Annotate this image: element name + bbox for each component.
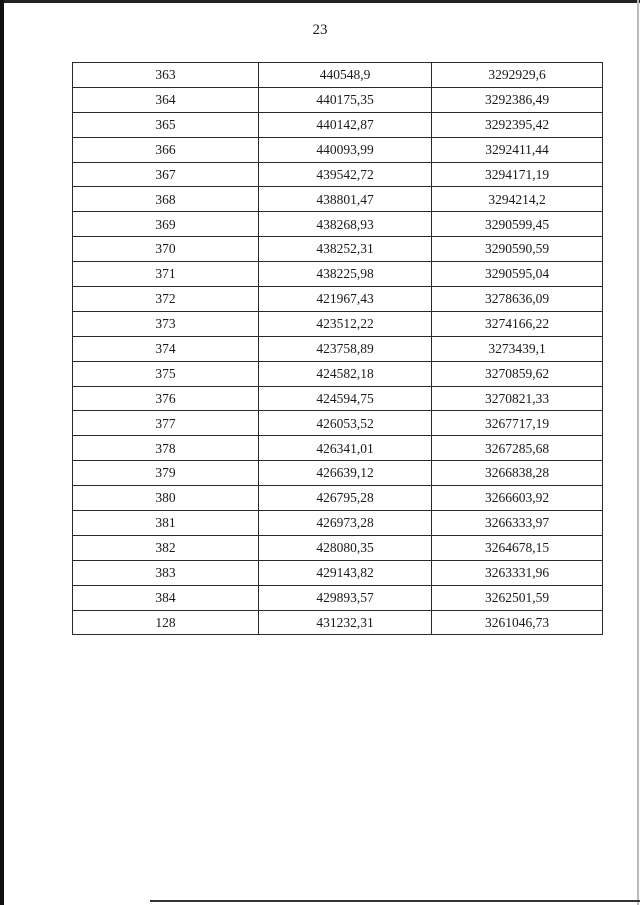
table-row xyxy=(73,535,603,560)
y-coordinate-cell: 3290599,45 xyxy=(432,212,603,237)
x-coordinate-cell: 421967,43 xyxy=(259,287,432,312)
x-coordinate-cell: 438252,31 xyxy=(259,237,432,262)
point-number-cell: 128 xyxy=(73,610,259,635)
table-row xyxy=(73,87,603,112)
x-coordinate-cell: 438268,93 xyxy=(259,212,432,237)
table-row xyxy=(73,336,603,361)
point-number-cell: 371 xyxy=(73,262,259,287)
point-number-cell: 382 xyxy=(73,535,259,560)
y-coordinate-cell: 3278636,09 xyxy=(432,287,603,312)
point-number-cell: 378 xyxy=(73,436,259,461)
point-number-cell: 369 xyxy=(73,212,259,237)
point-number-cell: 377 xyxy=(73,411,259,436)
coordinates-table-body xyxy=(73,63,603,635)
x-coordinate-cell: 426341,01 xyxy=(259,436,432,461)
y-coordinate-cell: 3264678,15 xyxy=(432,535,603,560)
table-row xyxy=(73,511,603,536)
x-coordinate-cell: 440175,35 xyxy=(259,87,432,112)
table-row xyxy=(73,162,603,187)
table-row xyxy=(73,386,603,411)
x-coordinate-cell: 440548,9 xyxy=(259,63,432,88)
x-coordinate-cell: 424582,18 xyxy=(259,361,432,386)
point-number-cell: 381 xyxy=(73,511,259,536)
table-row xyxy=(73,560,603,585)
x-coordinate-cell: 424594,75 xyxy=(259,386,432,411)
point-number-cell: 366 xyxy=(73,137,259,162)
scan-edge-top xyxy=(0,0,640,3)
y-coordinate-cell: 3294214,2 xyxy=(432,187,603,212)
y-coordinate-cell: 3266838,28 xyxy=(432,461,603,486)
point-number-cell: 376 xyxy=(73,386,259,411)
table-row xyxy=(73,262,603,287)
x-coordinate-cell: 440142,87 xyxy=(259,112,432,137)
table-row xyxy=(73,187,603,212)
x-coordinate-cell: 423758,89 xyxy=(259,336,432,361)
table-row xyxy=(73,610,603,635)
y-coordinate-cell: 3270821,33 xyxy=(432,386,603,411)
point-number-cell: 363 xyxy=(73,63,259,88)
y-coordinate-cell: 3290595,04 xyxy=(432,262,603,287)
y-coordinate-cell: 3292386,49 xyxy=(432,87,603,112)
y-coordinate-cell: 3292395,42 xyxy=(432,112,603,137)
table-row xyxy=(73,311,603,336)
y-coordinate-cell: 3261046,73 xyxy=(432,610,603,635)
point-number-cell: 370 xyxy=(73,237,259,262)
y-coordinate-cell: 3290590,59 xyxy=(432,237,603,262)
x-coordinate-cell: 439542,72 xyxy=(259,162,432,187)
x-coordinate-cell: 440093,99 xyxy=(259,137,432,162)
table-row xyxy=(73,212,603,237)
point-number-cell: 379 xyxy=(73,461,259,486)
x-coordinate-cell: 423512,22 xyxy=(259,311,432,336)
scan-edge-bottom xyxy=(150,900,640,902)
point-number-cell: 364 xyxy=(73,87,259,112)
point-number-cell: 372 xyxy=(73,287,259,312)
table-row xyxy=(73,436,603,461)
y-coordinate-cell: 3270859,62 xyxy=(432,361,603,386)
page-number: 23 xyxy=(312,22,328,38)
table-row xyxy=(73,137,603,162)
point-number-cell: 380 xyxy=(73,486,259,511)
x-coordinate-cell: 438801,47 xyxy=(259,187,432,212)
x-coordinate-cell: 426973,28 xyxy=(259,511,432,536)
table-row xyxy=(73,112,603,137)
y-coordinate-cell: 3263331,96 xyxy=(432,560,603,585)
point-number-cell: 383 xyxy=(73,560,259,585)
point-number-cell: 374 xyxy=(73,336,259,361)
y-coordinate-cell: 3266333,97 xyxy=(432,511,603,536)
y-coordinate-cell: 3292411,44 xyxy=(432,137,603,162)
coordinates-table xyxy=(72,62,603,635)
table-row xyxy=(73,287,603,312)
y-coordinate-cell: 3292929,6 xyxy=(432,63,603,88)
scan-edge-right xyxy=(637,0,639,905)
x-coordinate-cell: 429893,57 xyxy=(259,585,432,610)
x-coordinate-cell: 426053,52 xyxy=(259,411,432,436)
point-number-cell: 365 xyxy=(73,112,259,137)
x-coordinate-cell: 431232,31 xyxy=(259,610,432,635)
point-number-cell: 384 xyxy=(73,585,259,610)
y-coordinate-cell: 3273439,1 xyxy=(432,336,603,361)
table-row xyxy=(73,361,603,386)
y-coordinate-cell: 3267285,68 xyxy=(432,436,603,461)
y-coordinate-cell: 3274166,22 xyxy=(432,311,603,336)
table-row xyxy=(73,486,603,511)
point-number-cell: 373 xyxy=(73,311,259,336)
point-number-cell: 375 xyxy=(73,361,259,386)
point-number-cell: 368 xyxy=(73,187,259,212)
x-coordinate-cell: 426795,28 xyxy=(259,486,432,511)
x-coordinate-cell: 429143,82 xyxy=(259,560,432,585)
x-coordinate-cell: 426639,12 xyxy=(259,461,432,486)
point-number-cell: 367 xyxy=(73,162,259,187)
x-coordinate-cell: 438225,98 xyxy=(259,262,432,287)
table-row xyxy=(73,461,603,486)
y-coordinate-cell: 3267717,19 xyxy=(432,411,603,436)
table-row xyxy=(73,585,603,610)
scan-edge-left xyxy=(0,0,4,905)
table-row xyxy=(73,63,603,88)
y-coordinate-cell: 3294171,19 xyxy=(432,162,603,187)
y-coordinate-cell: 3262501,59 xyxy=(432,585,603,610)
table-row xyxy=(73,411,603,436)
table-row xyxy=(73,237,603,262)
y-coordinate-cell: 3266603,92 xyxy=(432,486,603,511)
x-coordinate-cell: 428080,35 xyxy=(259,535,432,560)
